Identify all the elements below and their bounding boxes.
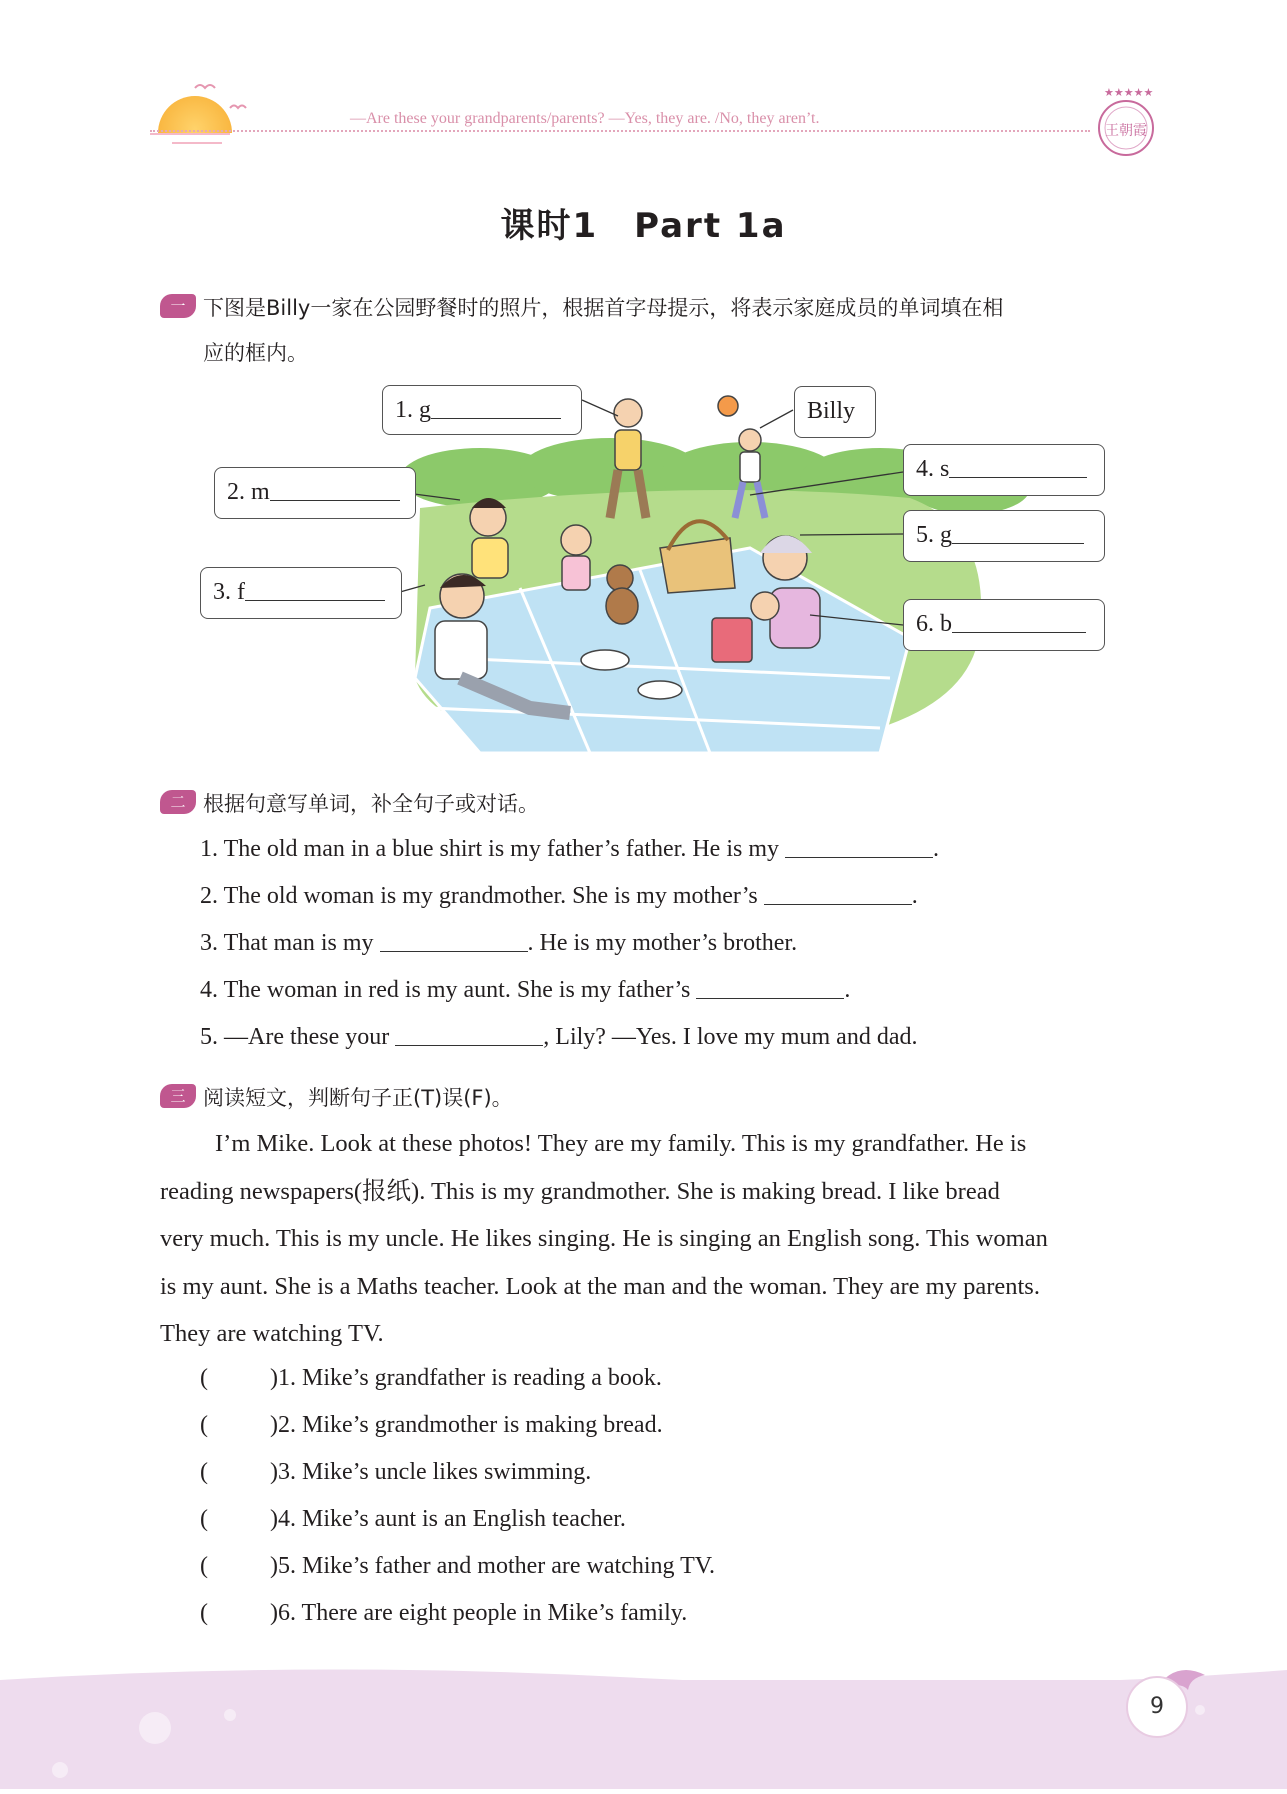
answer-paren[interactable]: (	[200, 1412, 208, 1438]
label-connector-lines	[0, 0, 1287, 800]
answer-blank[interactable]	[696, 976, 844, 999]
fill-item-tail: .	[844, 977, 851, 1003]
passage-line: reading newspapers(报纸). This is my grandmother. She is making bread. I like bread	[160, 1177, 1000, 1205]
answer-paren[interactable]: (	[200, 1459, 208, 1485]
fill-item-tail: .	[911, 883, 918, 909]
svg-text:★★★★★: ★★★★★	[1104, 87, 1154, 99]
reading-passage	[160, 1120, 1158, 1358]
passage-line: They are watching TV.	[160, 1320, 384, 1347]
answer-blank[interactable]	[949, 449, 1087, 478]
label-box-grandmother[interactable]	[903, 510, 1105, 562]
footer-band	[0, 1680, 1287, 1789]
label-box-brother[interactable]	[903, 599, 1105, 651]
billy-label: Billy	[807, 398, 856, 424]
fill-item-tail: . He is my mother’s brother.	[527, 930, 798, 956]
answer-blank[interactable]	[952, 515, 1084, 544]
fill-item-tail: , Lily? —Yes. I love my mum and dad.	[543, 1024, 918, 1050]
label-5-text: 5. g	[916, 522, 952, 548]
label-3-text: 3. f	[213, 579, 245, 605]
page-title: 课时1 Part 1a	[500, 206, 787, 246]
label-1-text: 1. g	[395, 397, 431, 423]
answer-paren[interactable]: (	[200, 1365, 208, 1391]
answer-blank[interactable]	[270, 472, 400, 501]
answer-paren[interactable]: (	[200, 1506, 208, 1532]
label-box-sister[interactable]	[903, 444, 1105, 496]
fill-item-text: 2. The old woman is my grandmother. She is my mother’s	[200, 883, 764, 909]
statement-text: )4. Mike’s aunt is an English teacher.	[270, 1506, 626, 1532]
answer-blank[interactable]	[245, 572, 385, 601]
section2-instruction: 根据句意写单词，补全句子或对话。	[203, 792, 539, 816]
answer-blank[interactable]	[952, 604, 1086, 633]
passage-line: I’m Mike. Look at these photos! They are my family. This is my grandfather. He is	[215, 1130, 1027, 1157]
header-sentence: —Are these your grandparents/parents? —Yes, they are. /No, they aren’t.	[350, 110, 820, 127]
answer-blank[interactable]	[764, 882, 912, 905]
answer-blank[interactable]	[785, 835, 933, 858]
section1-instruction-line2: 应的框内。	[203, 341, 308, 365]
passage-line: is my aunt. She is a Maths teacher. Look at the man and the woman. They are my parents.	[160, 1272, 1040, 1300]
statement-text: )6. There are eight people in Mike’s family.	[270, 1600, 688, 1626]
fill-item-text: 5. —Are these your	[200, 1024, 396, 1050]
answer-blank[interactable]	[395, 1023, 543, 1046]
fill-item-4	[200, 976, 850, 1004]
label-4-text: 4. s	[916, 456, 950, 482]
statement-text: )5. Mike’s father and mother are watching TV.	[270, 1553, 715, 1579]
answer-blank[interactable]	[380, 929, 528, 952]
section3-instruction: 阅读短文，判断句子正(T)误(F)。	[203, 1086, 513, 1110]
section1-instruction-line1: 下图是Billy一家在公园野餐时的照片，根据首字母提示，将表示家庭成员的单词填在相	[203, 296, 1004, 320]
logo-text: 王朝霞	[1105, 123, 1147, 139]
fill-item-2	[200, 882, 918, 910]
tf-statement-2[interactable]	[200, 1412, 663, 1439]
label-6-text: 6. b	[916, 611, 952, 637]
statement-text: )2. Mike’s grandmother is making bread.	[270, 1412, 663, 1438]
answer-paren[interactable]: (	[200, 1553, 208, 1579]
fill-item-1	[200, 835, 939, 863]
tf-statement-6[interactable]	[200, 1600, 687, 1627]
statement-text: )3. Mike’s uncle likes swimming.	[270, 1459, 592, 1485]
statement-text: )1. Mike’s grandfather is reading a book.	[270, 1365, 662, 1391]
fill-item-text: 4. The woman in red is my aunt. She is my father’s	[200, 977, 697, 1003]
tf-statement-3[interactable]	[200, 1459, 591, 1486]
tf-statement-5[interactable]	[200, 1553, 715, 1580]
label-box-billy	[794, 386, 876, 438]
section3-badge: 三	[160, 1084, 196, 1108]
section2-badge: 二	[160, 790, 196, 814]
label-box-grandfather[interactable]	[382, 385, 582, 435]
fill-item-tail: .	[933, 836, 939, 862]
tf-statement-1[interactable]	[200, 1365, 662, 1392]
footer-bubbles	[0, 1680, 1287, 1789]
answer-paren[interactable]: (	[200, 1600, 208, 1626]
section1-badge: 一	[160, 294, 196, 318]
tf-statement-4[interactable]	[200, 1506, 626, 1533]
fill-item-text: 3. That man is my	[200, 930, 380, 956]
fill-item-3	[200, 929, 797, 957]
fill-item-text: 1. The old man in a blue shirt is my father’s father. He is my	[200, 836, 785, 862]
answer-blank[interactable]	[431, 390, 561, 419]
label-2-text: 2. m	[227, 479, 270, 505]
fill-item-5	[200, 1023, 917, 1051]
passage-line: very much. This is my uncle. He likes singing. He is singing an English song. This woman	[160, 1225, 1048, 1252]
label-box-mother[interactable]	[214, 467, 416, 519]
label-box-father[interactable]	[200, 567, 402, 619]
page-number: 9	[1126, 1676, 1188, 1738]
